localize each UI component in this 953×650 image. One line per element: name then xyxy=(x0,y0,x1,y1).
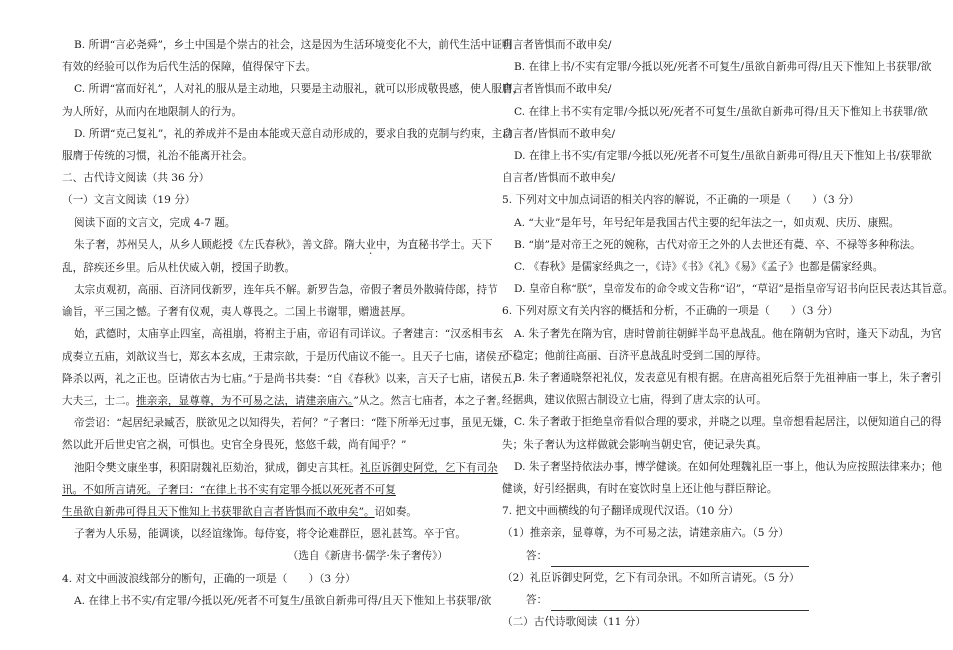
passage-text: 中，为直秘书学士。天下 xyxy=(375,238,493,251)
q4-option-b-line1: B. 在律上书/不实有定罪/今抵以死/死者不可复生/虽欲自新弗可得/且天下惟知上书获罪/欲 xyxy=(514,61,932,74)
q5-option-b: B. “崩”是对帝王之死的婉称，古代对帝王之外的人去世还有薨、卒、不禄等多种称法。 xyxy=(514,238,921,251)
question-7: 7. 把文中画横线的句子翻译成现代汉语。（10 分） xyxy=(502,505,739,518)
underlined-sentence-2a: 礼臣诉御史阿党，乞下有司杂 xyxy=(360,461,498,474)
q5-option-a: A. “大业”是年号，年号纪年是我国古代主要的纪年法之一，如贞观、庆历、康熙。 xyxy=(514,216,900,229)
q4-option-b-line2: 自言者皆惧而不敢申矣/ xyxy=(502,83,612,96)
option-b-line2: 有效的经验可以作为后代生活的保障，值得保守下去。 xyxy=(62,61,317,74)
wavy-sentence-b: 生虽欲自新弗可得且天下惟知上书获罪欲自言者皆惧而不敢申矣”。 xyxy=(62,506,375,519)
q5-option-d: D. 皇帝自称“朕”，皇帝发布的命令或文告称“诏”，“草诏”是指皇帝写诏书向臣民表达其旨意。 xyxy=(514,283,953,296)
underlined-sentence-1: 推亲亲，显尊尊，为不可易之法，请建亲庙六。 xyxy=(136,395,354,408)
option-c-line1: C. 所谓“富而好礼”，人对礼的服从是主动地，只要是主动服礼，就可以形成敬畏感，使人服膺， xyxy=(74,83,524,96)
passage-p4-line1: 帝尝诏：“起居纪录臧否，朕欲见之以知得失，若何？”子奢曰：“陛下所举无过事，虽见无嫌， xyxy=(74,417,514,430)
option-c-line2: 为人所好，从而内在地限制人的行为。 xyxy=(62,105,243,118)
question-6: 6. 下列对原文有关内容的概括和分析，不正确的一项是（ ）（3 分） xyxy=(502,305,839,318)
option-b-line1: B. 所谓“言必尧舜”，乡土中国是个崇古的社会，这是因为生活环境变化不大，前代生活中证明 xyxy=(74,39,513,51)
q6-option-b-line2: 经据典，建议依照古制设立七庙，得到了唐太宗的认可。 xyxy=(502,394,767,407)
passage-p5-line2 xyxy=(62,479,454,501)
passage-p3-line3: 降杀以两，礼之正也。臣请依古为七庙。”于是尚书共奏：“自《春秋》以来，言天子七庙，诸侯五， xyxy=(62,372,524,385)
answer-label: 答： xyxy=(526,549,548,562)
answer-blank[interactable] xyxy=(551,598,809,611)
q6-option-a-line1: A. 朱子奢先在隋为官，唐时曾前往朝鲜半岛平息战乱。他在隋朝为官时，逢天下动乱，为官 xyxy=(514,327,942,340)
passage-text: 朱子奢，苏州吴人，从乡人顾彪授《左氏春秋》，善文辞。隋大 xyxy=(74,238,366,251)
passage-p1-line1 xyxy=(62,234,493,257)
passage-p5-line3 xyxy=(62,501,454,523)
q4-option-a-line2: 自言者皆惧而不敢申矣/ xyxy=(502,39,612,51)
passage-text: 大夫三，士二。 xyxy=(62,395,137,408)
subsection-heading: （一）文言文阅读（19 分） xyxy=(62,194,196,207)
option-d-line1: D. 所谓“克己复礼”，礼的养成并不是由本能或天意自动形成的，要求自我的克制与约束，主动 xyxy=(74,127,513,140)
passage-p3-line2: 成奏立五庙，刘歆议当七，郑玄本玄成，王肃宗歆，于是历代庙议不能一。且天子七庙，诸侯五 xyxy=(62,350,507,363)
section-heading: 二、古代诗文阅读（共 36 分） xyxy=(62,172,210,185)
answer-blank[interactable] xyxy=(551,554,809,567)
dotted-word-daye: 业 xyxy=(365,238,376,251)
q6-option-d-line1: D. 朱子奢坚持依法办事，博学健谈。在如何处理魏礼臣一事上，他认为应按照法律来办；他 xyxy=(514,460,943,473)
passage-p4-line2: 然以此开后世史官之祸，可惧也。史官全身畏死，悠悠千载，尚有闻乎？” xyxy=(62,439,407,452)
question-5: 5. 下列对文中加点词语的相关内容的解说，不正确的一项是（ ）（3 分） xyxy=(502,194,860,207)
right-column xyxy=(502,34,953,633)
passage-p2-line2: 谕旨，平三国之憾。子奢有仪观，夷人尊畏之。二国上书谢罪，赠遗甚厚。 xyxy=(62,306,412,319)
q4-option-c-line2: 自言者/皆惧而不敢申矣/ xyxy=(502,127,616,140)
passage-p3-line1: 始，武德时，太庙享止四室，高祖崩，将祔主于庙，帝诏有司详议。子奢建言：“汉丞相韦玄 xyxy=(74,328,504,341)
q4-option-d-line1: D. 在律上书不实/有定罪/今抵以死/死者不可复生/虽欲自新弗可得/且天下惟知上书/获罪欲 xyxy=(514,150,932,163)
passage-text: 池阳令樊文康坐事，积阳尉魏礼臣劾治，狱成，御史言其枉。 xyxy=(74,461,361,474)
passage-p2-line1: 太宗贞观初，高丽、百济同伐新罗，连年兵不解。新罗告急，帝假子奢员外散骑侍郎，持节 xyxy=(74,284,498,297)
left-column xyxy=(62,34,524,612)
q7-sub-1: （1）推亲亲，显尊尊，为不可易之法，请建亲庙六。（5 分） xyxy=(502,527,789,540)
option-d-line2: 服膺于传统的习惯，礼治不能离开社会。 xyxy=(62,150,253,163)
q7-sub-2: （2）礼臣诉御史阿党，乞下有司杂讯。不如所言请死。（5 分） xyxy=(502,571,800,584)
question-4: 4. 对文中画波浪线部分的断句，正确的一项是（ ）（3 分） xyxy=(62,572,356,585)
q5-option-c: C. 《春秋》是儒家经典之一，《诗》《书》《礼》《易》《孟子》也都是儒家经典。 xyxy=(514,261,884,274)
passage-p6-line1: 子奢为人乐易，能调谈，以经谊缘饰。每侍宴，将令论难群臣，恩礼甚笃。卒于官。 xyxy=(74,528,466,541)
underlined-sentence-2b: 讯。不如所言请死。 xyxy=(62,483,158,496)
answer-line-2 xyxy=(502,589,892,611)
passage-source: （选自《新唐书·儒学·朱子奢传》） xyxy=(287,550,448,563)
passage-p1-line2: 乱，辞疾还乡里。后从杜伏威入朝，授国子助教。 xyxy=(62,261,296,274)
q6-option-c-line1: C. 朱子奢敢于拒绝皇帝看似合理的要求，并晓之以理。皇帝想看起居注，以便知道自己的得 xyxy=(514,416,942,429)
q6-option-b-line1: B. 朱子奢通晓祭祀礼仪，发表意见有根有据。在唐高祖死后祭于先祖神庙一事上，朱子奢引 xyxy=(514,372,942,385)
answer-line-1 xyxy=(502,545,892,567)
wavy-sentence-a: 子奢曰：“在律上书不实有定罪今抵以死死者不可复 xyxy=(157,483,396,496)
passage-text: ”从之。然言七庙者，本之子奢。 xyxy=(353,395,508,408)
q4-option-a-line1: A. 在律上书不实/有定罪/今抵以死/死者不可复生/虽欲自新弗可得/且天下惟知上书获罪/欲 xyxy=(74,594,492,607)
passage-p3-line4 xyxy=(62,390,508,412)
q4-option-d-line2: 自言者/皆惧而不敢申矣/ xyxy=(502,172,616,185)
q6-option-d-line2: 健谈，好引经据典，有时在宴饮时皇上还让他与群臣辩论。 xyxy=(502,483,778,496)
passage-p5-line1 xyxy=(62,457,498,479)
subsection-heading-poetry: （二）古代诗歌阅读（11 分） xyxy=(502,616,646,629)
answer-label: 答： xyxy=(526,594,548,607)
q4-option-c-line1: C. 在律上书不实有定罪/今抵以死/死者不可复生/虽欲自新弗可得/且天下惟知上书获罪/欲 xyxy=(514,105,928,118)
instruction: 阅读下面的文言文，完成 4-7 题。 xyxy=(74,216,236,229)
passage-text: 诏如奏。 xyxy=(374,506,418,519)
q6-option-c-line2: 失；朱子奢认为这样做就会影响当朝史官，使记录失真。 xyxy=(502,438,767,451)
q6-option-a-line2: 不稳定；他前往高丽、百济平息战乱时受到二国的厚待。 xyxy=(502,349,767,362)
